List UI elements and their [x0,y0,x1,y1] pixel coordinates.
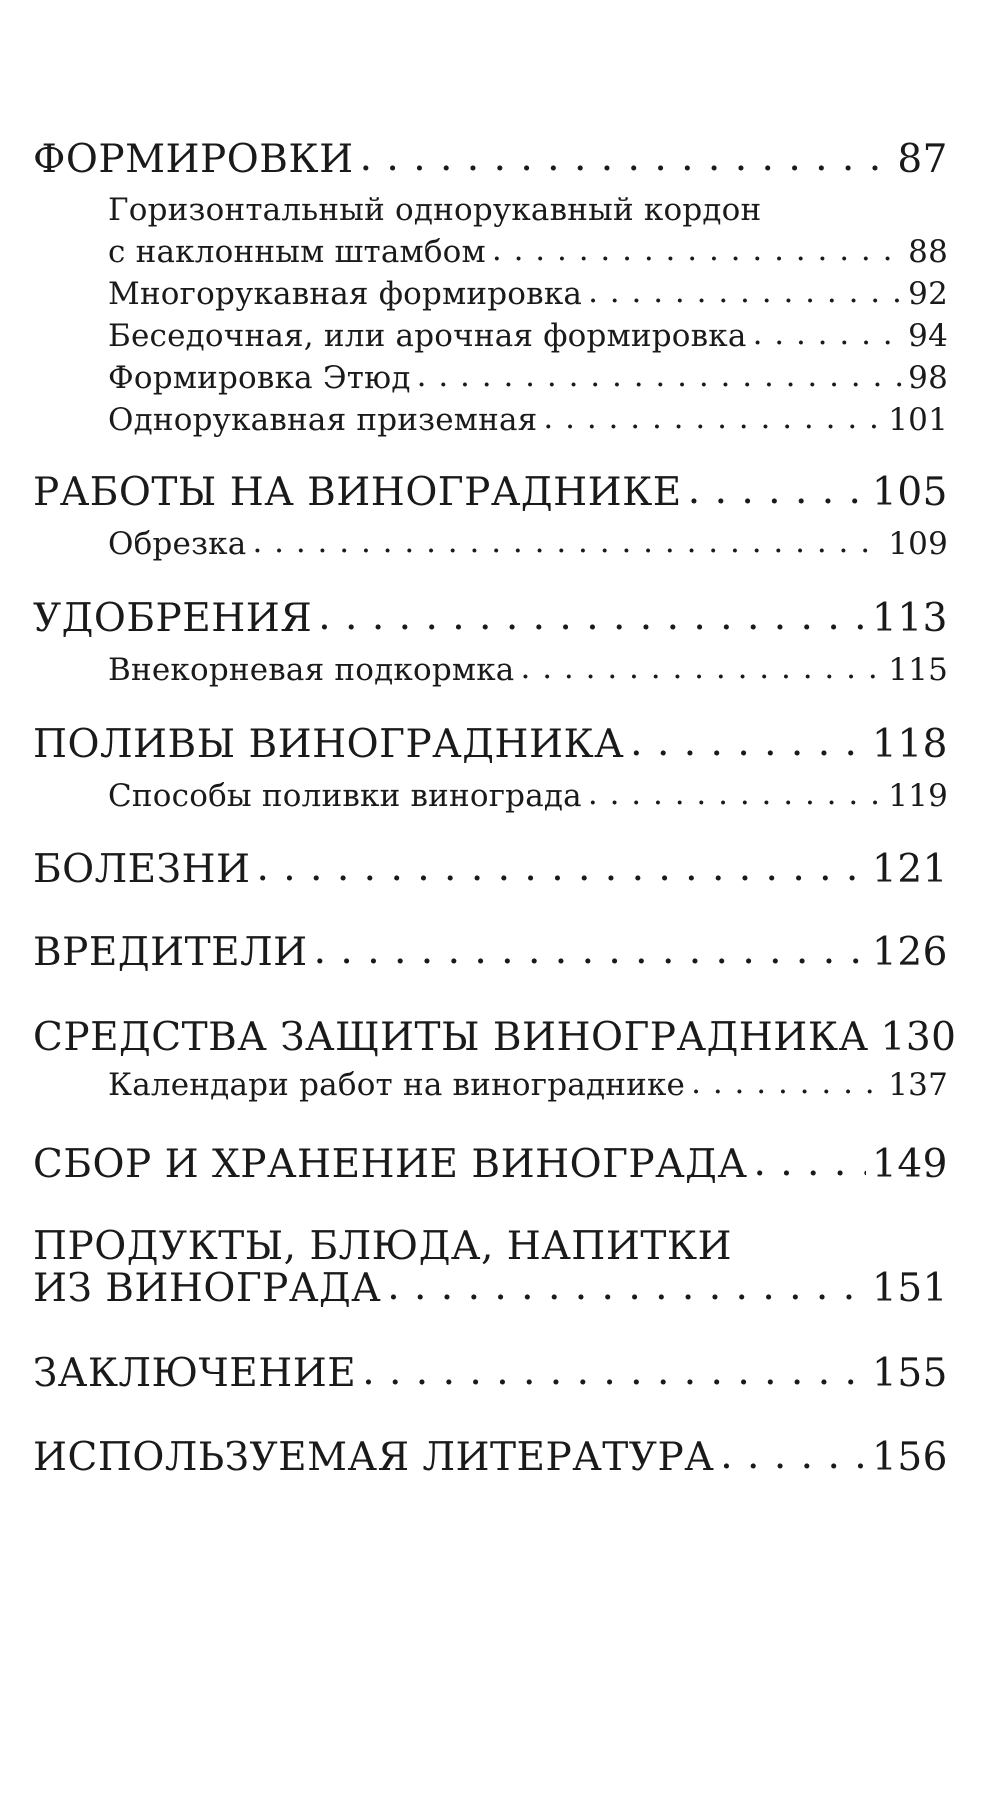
toc-entry-sbor [33,1142,948,1187]
toc-subentry-kordon-line1: Горизонтальный однорукавный кордон [108,192,762,228]
toc-entry-title: Внекорневая подкормка [108,652,515,688]
toc-entry-vrediteli [33,930,948,975]
toc-subentry-etyud [108,360,948,396]
dot-leader [588,274,902,310]
dot-leader [753,1140,866,1185]
toc-entry-page: 113 [872,596,948,641]
toc-entry-title: ФОРМИРОВКИ [33,137,354,182]
toc-entry-title: с наклонным штамбом [108,234,486,270]
toc-entry-title: Беседочная, или арочная формировка [108,318,747,354]
toc-entry-page: 130 [880,1015,957,1060]
dot-leader [314,928,866,973]
dot-leader [318,594,866,639]
toc-subentry-kalendari [108,1067,948,1103]
toc-entry-raboty [33,470,948,515]
dot-leader [691,1065,882,1101]
toc-entry-page: 126 [872,930,948,975]
dot-leader [492,232,902,268]
toc-entry-page: 98 [908,360,948,396]
toc-subentry-obrezka [108,526,948,562]
toc-subentry-mnogorukavnaya [108,276,948,312]
toc-entry-page: 149 [872,1142,948,1187]
toc-entry-page: 137 [888,1067,948,1103]
toc-entry-title: Способы поливки винограда [108,778,582,814]
dot-leader [417,358,903,394]
toc-entry-title: Однорукавная приземная [108,402,538,438]
toc-entry-literatura [33,1435,948,1480]
dot-leader [256,845,866,890]
toc-entry-title: РАБОТЫ НА ВИНОГРАДНИКЕ [33,470,682,515]
toc-entry-title: СБОР И ХРАНЕНИЕ ВИНОГРАДА [33,1142,748,1187]
dot-leader [753,316,903,352]
toc-entry-page: 94 [908,318,948,354]
toc-entry-produkty-line1: ПРОДУКТЫ, БЛЮДА, НАПИТКИ [33,1224,733,1269]
toc-entry-title: Многорукавная формировка [108,276,583,312]
toc-entry-formirovki [33,137,948,182]
toc-entry-title: Формировка Этюд [108,360,411,396]
toc-entry-title: ИСПОЛЬЗУЕМАЯ ЛИТЕРАТУРА [33,1435,715,1480]
dot-leader [387,1264,866,1309]
toc-entry-page: 115 [888,652,948,688]
toc-entry-page: 101 [888,402,948,438]
toc-entry-page: 121 [872,847,948,892]
dot-leader [720,1433,866,1478]
toc-subentry-odnorukavnaya [108,402,948,438]
toc-entry-page: 156 [872,1435,948,1480]
toc-entry-page: 92 [908,276,948,312]
toc-entry-produkty [33,1266,948,1311]
toc-entry-zaklyuchenie [33,1351,948,1396]
toc-subentry-sposoby [108,778,948,814]
toc-entry-page: 151 [872,1266,948,1311]
toc-entry-page: 118 [872,722,948,767]
toc-entry-title: БОЛЕЗНИ [33,847,251,892]
toc-entry-title: ВРЕДИТЕЛИ [33,930,308,975]
toc-entry-title: УДОБРЕНИЯ [33,596,313,641]
dot-leader [688,468,866,513]
toc-subentry-besedochnaya [108,318,948,354]
dot-leader [543,400,882,436]
toc-entry-title: Обрезка [108,526,247,562]
toc-entry-page: 105 [872,470,948,515]
toc-subentry-vnekornevaya [108,652,948,688]
toc-entry-polivy [33,722,948,767]
toc-entry-page: 119 [888,778,948,814]
toc-entry-page: 87 [897,137,948,182]
dot-leader [362,1349,866,1394]
dot-leader [252,524,882,560]
toc-entry-sredstva [33,1015,957,1060]
toc-entry-title: ЗАКЛЮЧЕНИЕ [33,1351,357,1396]
toc-entry-udobreniya [33,596,948,641]
toc-entry-page: 109 [888,526,948,562]
toc-entry-title: ИЗ ВИНОГРАДА [33,1266,382,1311]
dot-leader [521,650,883,686]
toc-entry-bolezni [33,847,948,892]
dot-leader [630,720,866,765]
toc-entry-page: 155 [872,1351,948,1396]
toc-entry-title: ПОЛИВЫ ВИНОГРАДНИКА [33,722,625,767]
toc-entry-title: Календари работ на винограднике [108,1067,686,1103]
toc-subentry-kordon [108,234,948,270]
toc-entry-title: СРЕДСТВА ЗАЩИТЫ ВИНОГРАДНИКА [33,1015,869,1060]
dot-leader [360,135,892,180]
dot-leader [588,776,882,812]
toc-entry-page: 88 [908,234,948,270]
